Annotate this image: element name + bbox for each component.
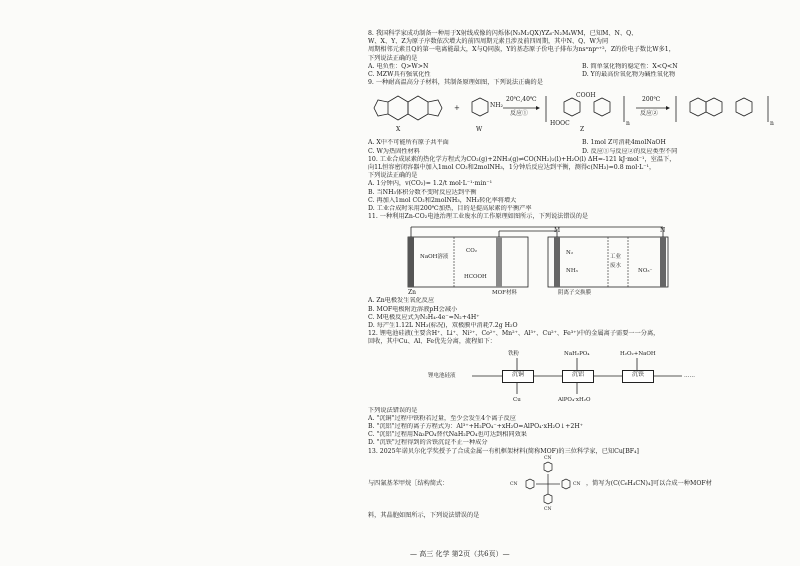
q8-option-c: C. MZW具有强氧化性 (368, 71, 431, 79)
svg-text:+: + (454, 104, 460, 113)
q8-stem-line: 下列说法正确的是 (368, 54, 418, 62)
zn-electrode (408, 237, 414, 287)
q12-option-c: C. "沉铝"过程用Na₃PO₄替代NaH₂PO₄也可达到相同效果 (368, 431, 527, 439)
q13-structure-row (368, 456, 788, 512)
q12-stem-line: 回收，其中Cu、Al、Fe优先分离，流程如下： (368, 338, 496, 346)
question-12 (368, 330, 788, 447)
cn-left: CN (510, 481, 518, 487)
molecule-w-diamine (472, 98, 488, 116)
q8-stem-line: 周期相邻元素且Q的第一电离能最大，X与Q同族，Y的基态原子价电子排布为nsⁿnpⁿ⁺²，Z的价电子数比W多1， (368, 46, 675, 54)
label-hcooh: HCOOH (464, 274, 487, 281)
flow-step-aluminum: 沉铝 (562, 370, 594, 383)
label-w: W (476, 126, 483, 134)
label-zn: Zn (408, 289, 417, 297)
q8-stem-line: W、X、Y、Z为原子序数依次增大的前四周期元素且涉及前四周期，其中N、Q、W为同 (368, 38, 609, 46)
flow-reagent-2: NaH₂PO₄ (564, 350, 590, 357)
q12-flowchart (368, 348, 788, 406)
q10-stem-line: 下列说法正确的是 (368, 172, 418, 180)
q13-stem-line: 料，其晶胞如图所示，下列说法错误的是 (368, 511, 480, 519)
label-naoh: NaOH溶液 (420, 254, 449, 261)
question-10 (368, 156, 788, 213)
label-reaction-2: 反应② (640, 110, 659, 118)
q9-option-a: A. X中不可能所有原子共平面 (368, 139, 449, 147)
q13-stem-line: 13. 2025年诺贝尔化学奖授予了合成金属一有机框架材料(简称MOF)的三位科学家，已知Cu[BF₄] (368, 447, 639, 455)
label-condition-2: 200℃ (642, 96, 661, 104)
flow-step-iron: 沉铁 (622, 370, 654, 383)
q12-stem-line: 12. 锂电池硅液(主要含H⁺、Li⁺、Ni²⁺、Co²⁺、Mn²⁺、Al³⁺、Cu²⁺、Fe³⁺)中的金属离子需要一一分离， (368, 330, 660, 338)
label-wastewater: 工业废水 (610, 254, 622, 269)
q11-option-c: C. M电极反应式为N₂H₄-4e⁻=N₂+4H⁺ (368, 313, 480, 321)
n-electrode (660, 237, 666, 287)
label-hooc: HOOC (550, 120, 570, 128)
label-no3: NO₃⁻ (638, 268, 653, 275)
cn-bottom: CN (544, 506, 552, 512)
flow-input: 锂电池硅液 (428, 372, 456, 379)
q10-stem-line: 向1L恒容密闭容器中加入1mol CO₂和2molNH₃，1分钟后反应达到平衡，测得c(NH₃)=0.8 mol·L⁻¹， (368, 164, 656, 172)
label-cooh: COOH (576, 92, 596, 100)
question-11 (368, 213, 788, 330)
polymer-product (676, 96, 768, 122)
label-membrane: 阴离子交换膜 (558, 290, 592, 297)
q8-stem-line: 8. 我国科学家成功制备一种用于X射线成像的闪烁体(N₃M₂QX)YZ₆·N₂M₄WM，已知M、N、Q、 (368, 30, 638, 37)
q10-option-a: A. 1分钟内，v(CO₂)= 1.2/t mol·L⁻¹·min⁻¹ (368, 180, 493, 188)
flow-output-cu: Cu (513, 396, 521, 403)
cn-right: CN (573, 481, 581, 487)
q8-option-a: A. 电负性：Q>W>N (368, 62, 429, 70)
q11-option-d: D. 每产生1.12L NH₃(标况)，双极膜中消耗7.2g H₂O (368, 322, 518, 330)
flow-reagent-1: 铁粉 (508, 350, 520, 357)
q9-option-b: B. 1mol Z可消耗4molNaOH (582, 139, 666, 147)
label-m: M (554, 227, 561, 235)
q13-stem-line: ，简写为(C(C₆H₄CN)₄]可以合成一种MOF材 (586, 479, 712, 487)
q10-option-d: D. 工业合成时采用200℃加热，目的是提高尿素的平衡产率 (368, 205, 532, 213)
label-mof: MOF材料 (492, 290, 517, 297)
q11-option-a: A. Zn电极发生氧化反应 (368, 297, 435, 305)
q12-prompt: 下列说法错误的是 (368, 406, 418, 414)
q12-option-d: D. "沉铁"过程得到的含铁沉淀不止一种成分 (368, 439, 488, 447)
label-nh2: NH₂ (490, 102, 503, 110)
question-8 (368, 30, 788, 79)
page-footer: — 高三 化学 第2页（共6页）— (410, 550, 510, 558)
mof-electrode (496, 237, 502, 287)
flow-output-alpo4: AlPO₄·xH₂O (558, 396, 591, 403)
q12-option-b: B. "沉铝"过程的离子方程式为：Al³⁺+H₂PO₄⁻+xH₂O=AlPO₄·xH₂O↓+2H⁺ (368, 423, 584, 431)
label-x: X (396, 126, 401, 134)
tetracyanophenylmethane-structure (518, 456, 581, 512)
q10-option-c: C. 再加入1mol CO₂和2molNH₃，NH₃转化率将增大 (368, 196, 517, 204)
q9-reaction-scheme (368, 88, 788, 138)
m-electrode (554, 237, 560, 287)
question-13 (368, 448, 788, 520)
q11-cell-diagram (368, 223, 788, 295)
label-n: N (660, 227, 666, 235)
q8-option-d: D. Y的最高价氧化物为碱性氧化物 (582, 71, 676, 79)
label-co2: CO₂ (466, 248, 477, 255)
label-nh3: NH₃ (566, 268, 578, 275)
q9-option-c: C. W为热固性材料 (368, 147, 420, 155)
q9-stem: 9. 一种耐高温高分子材料，其制备原理如图，下列说法正确的是 (368, 79, 543, 87)
q11-stem: 11. 一种利用Zn-CO₂电池治理工业废水的工作原理如图所示，下列说法错误的是 (368, 213, 589, 221)
label-n-2: n (770, 120, 774, 128)
q9-option-d: D. 反应①与反应②的反应类型不同 (582, 147, 678, 155)
question-9 (368, 79, 788, 156)
q13-stem-line: 与四氰基苯甲烷［结构简式： (368, 479, 449, 487)
q10-option-b: B. 当NH₃体积分数不变时反应达到平衡 (368, 188, 477, 196)
label-n-1: n (626, 120, 630, 128)
flow-output-rest: …… (684, 372, 695, 379)
label-condition-1: 20℃,40℃ (506, 96, 537, 104)
label-n2: N₂ (566, 250, 574, 257)
q11-option-b: B. MOF电极附近溶液pH会减小 (368, 305, 458, 313)
flow-step-copper: 沉铜 (502, 370, 534, 383)
q8-option-b: B. 简单氢化物的稳定性：X<Q<N (582, 62, 678, 70)
flow-reagent-3: H₂O₂+NaOH (620, 350, 656, 357)
molecule-x (374, 96, 442, 120)
cn-top: CN (544, 455, 552, 461)
q12-option-a: A. "沉铜"过程中铁粉若过量，至少会发生4个离子反应 (368, 414, 516, 422)
q10-stem-line: 10. 工业合成尿素的热化学方程式为CO₂(g)+2NH₃(g)⇌CO(NH₂)₂(l)+H₂O(l) ΔH=-121 kJ·mol⁻¹，室温下， (368, 155, 676, 163)
label-reaction-1: 反应① (510, 110, 529, 118)
label-z: Z (580, 126, 585, 134)
question-column (368, 30, 788, 520)
